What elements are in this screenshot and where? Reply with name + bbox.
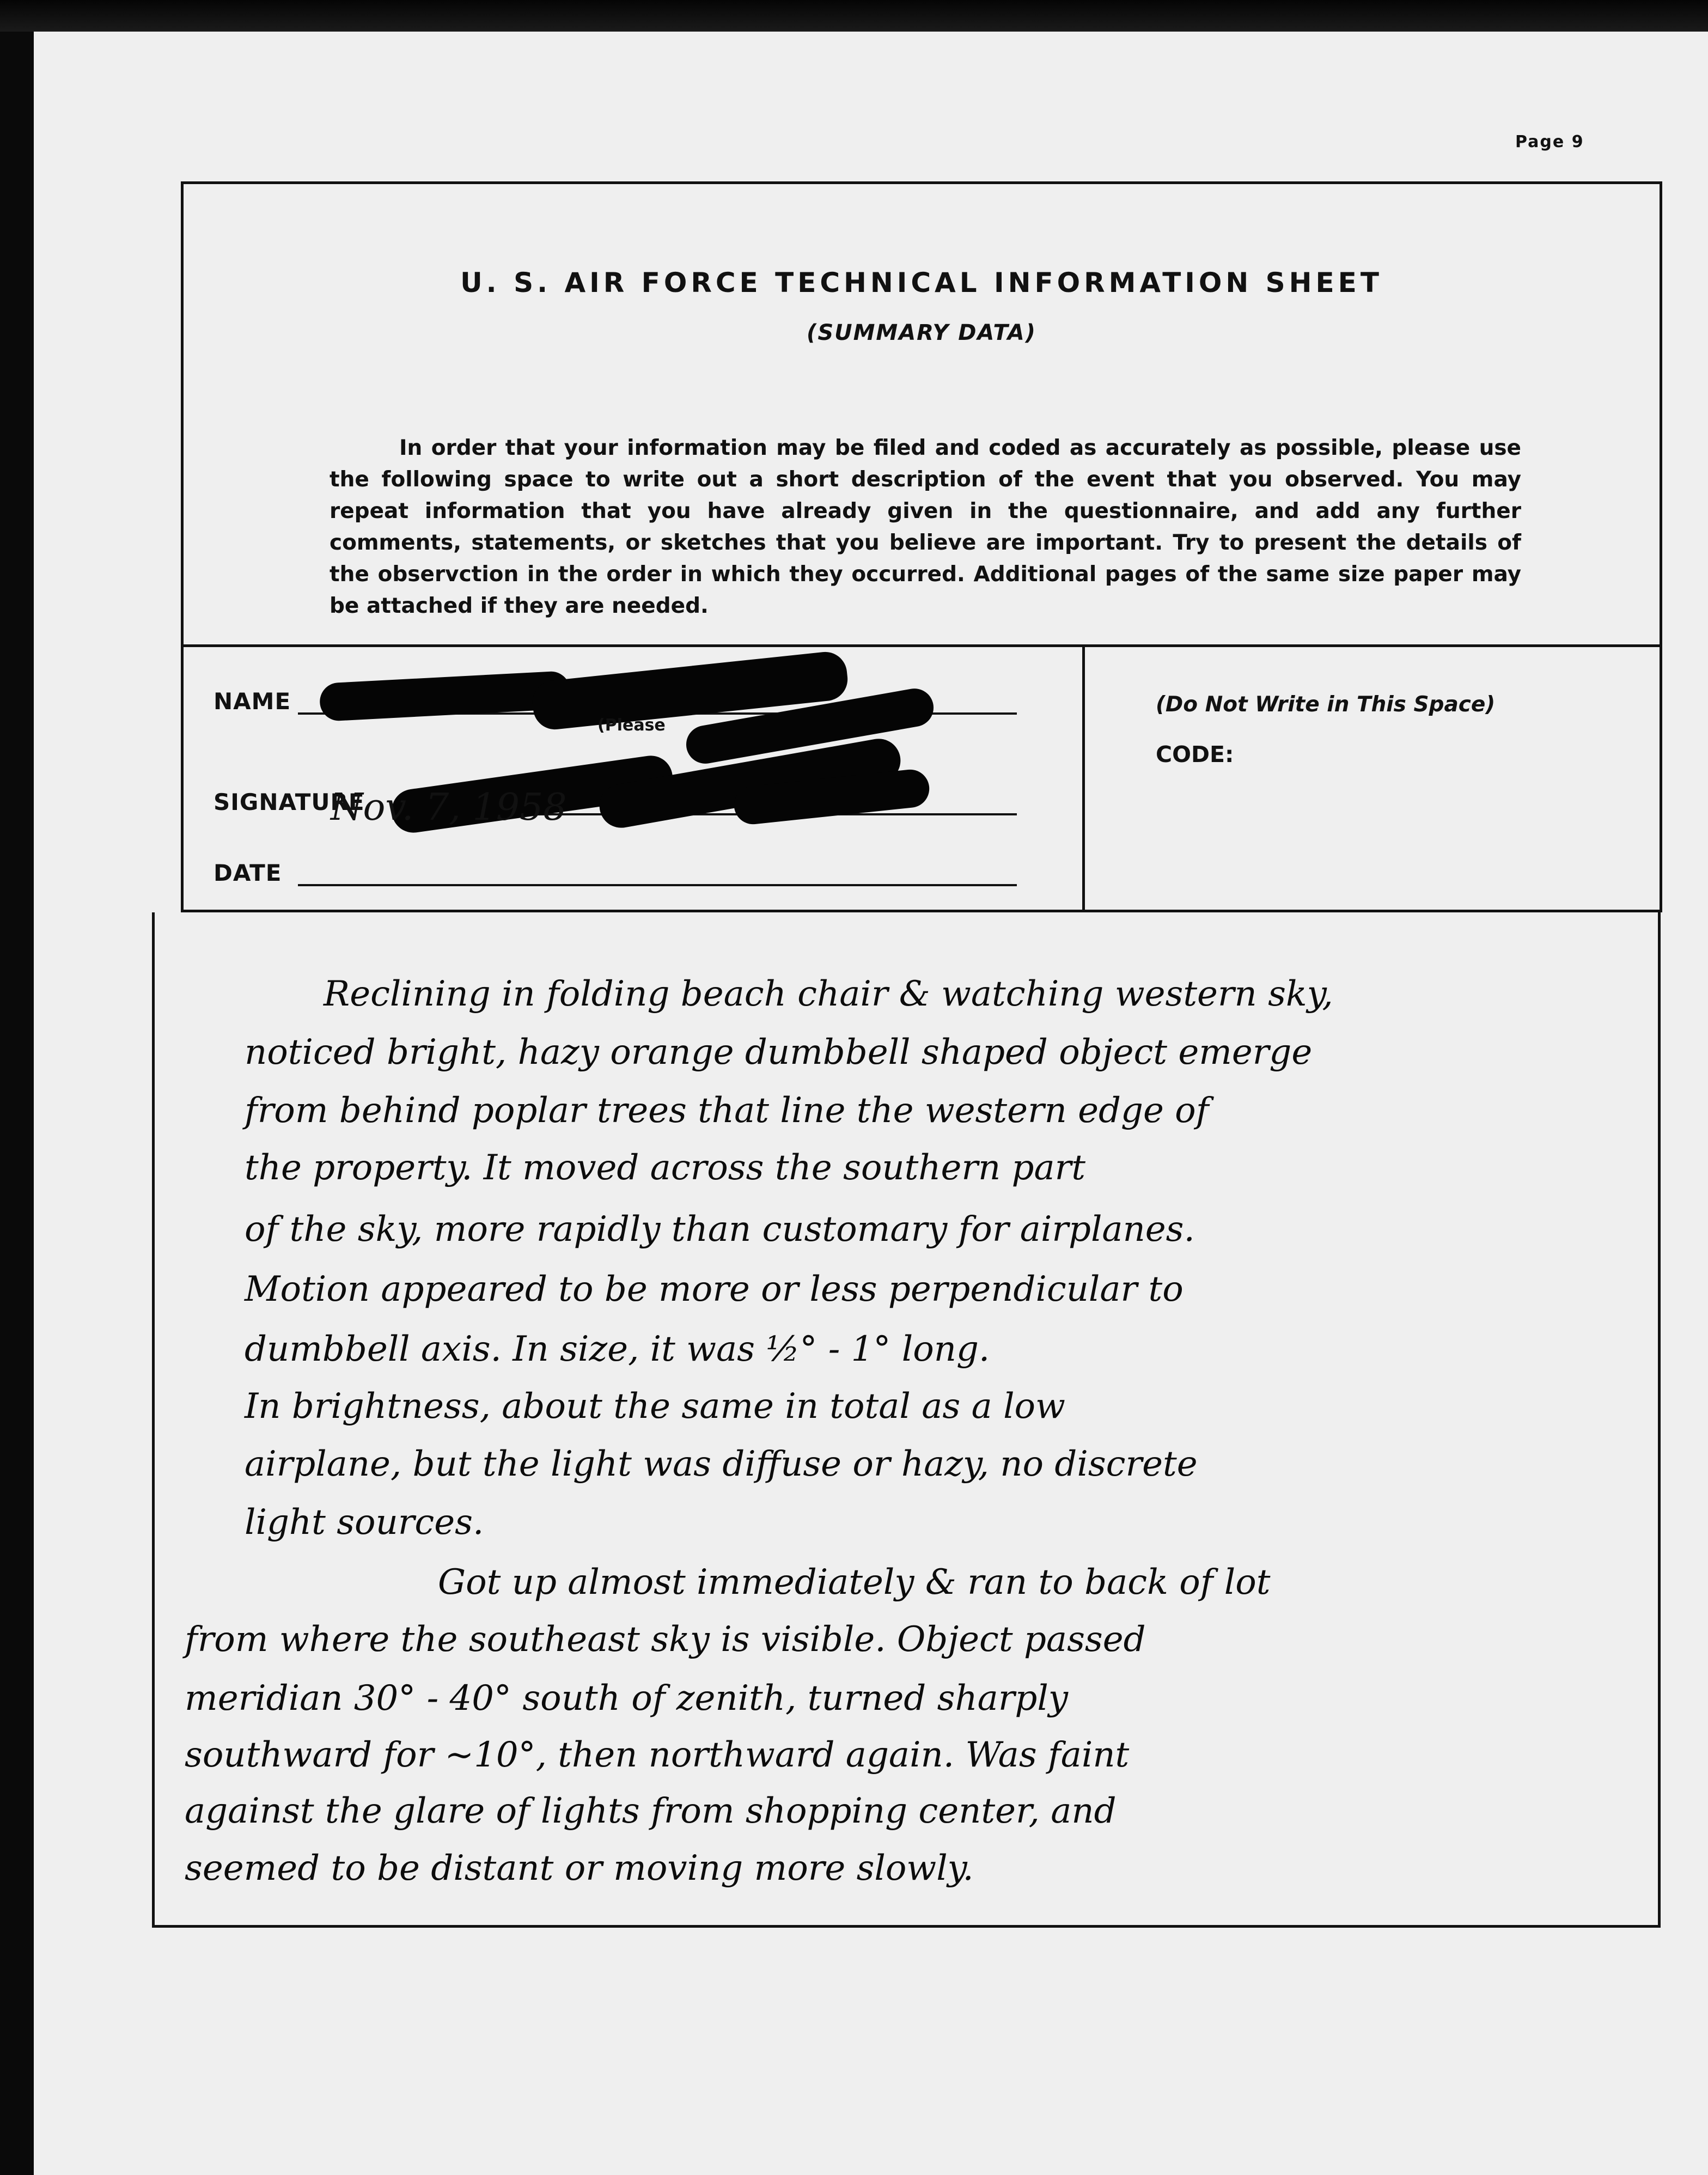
handwritten-line: from behind poplar trees that line the western edge of bbox=[245, 1090, 1209, 1131]
date-field-line bbox=[298, 884, 1017, 886]
handwritten-line: Got up almost immediately & ran to back of lot bbox=[438, 1562, 1271, 1603]
handwritten-line: of the sky, more rapidly than customary for airplanes. bbox=[245, 1209, 1195, 1250]
vertical-divider bbox=[1082, 646, 1085, 910]
horizontal-divider bbox=[184, 644, 1660, 647]
form-header-box bbox=[181, 181, 1662, 912]
office-use-label: (Do Not Write in This Space) bbox=[1156, 692, 1496, 717]
scan-border bbox=[0, 0, 1708, 32]
handwritten-line: the property. It moved across the southern part bbox=[245, 1148, 1085, 1188]
handwritten-line: seemed to be distant or moving more slowly. bbox=[185, 1848, 974, 1888]
form-instructions: In order that your information may be filed and coded as accurately as possible, please use the following space to write out a short description of the event that you observed. You may repeat information that you have already given in the questionnaire, and add any further comments, statements, or sketches that you believe are important. Try to present the details of the observction in the order in which they occurred. Additional pages of the same size paper may be attached if they are needed. bbox=[330, 436, 1521, 618]
handwritten-line: light sources. bbox=[245, 1502, 484, 1543]
handwritten-line: southward for ~10°, then northward again. Was faint bbox=[185, 1735, 1130, 1775]
date-label: DATE bbox=[213, 860, 282, 886]
form-title: U. S. AIR FORCE TECHNICAL INFORMATION SHEET bbox=[460, 267, 1383, 298]
handwritten-line: against the glare of lights from shopping center, and bbox=[185, 1791, 1117, 1831]
handwritten-line: noticed bright, hazy orange dumbbell shaped object emerge bbox=[245, 1032, 1313, 1073]
date-value: Nov. 7, 1958 bbox=[331, 786, 567, 829]
name-label: NAME bbox=[213, 688, 291, 715]
document-page bbox=[34, 32, 1708, 2175]
narrative-box bbox=[152, 912, 1661, 1928]
handwritten-line: dumbbell axis. In size, it was ½° - 1° long. bbox=[245, 1329, 990, 1369]
handwritten-line: meridian 30° - 40° south of zenith, turned sharply bbox=[185, 1678, 1068, 1719]
signature-label: SIGNATURE bbox=[213, 789, 365, 815]
handwritten-line: Reclining in folding beach chair & watching western sky, bbox=[324, 974, 1333, 1014]
handwritten-line: airplane, but the light was diffuse or hazy, no discrete bbox=[245, 1444, 1198, 1484]
handwritten-line: In brightness, about the same in total as a low bbox=[245, 1386, 1065, 1427]
page-number: Page 9 bbox=[1515, 132, 1584, 151]
handwritten-line: from where the southeast sky is visible. Object passed bbox=[185, 1619, 1146, 1660]
code-label: CODE: bbox=[1156, 741, 1234, 767]
handwritten-line: Motion appeared to be more or less perpendicular to bbox=[245, 1269, 1184, 1309]
name-hint: (Please bbox=[597, 716, 666, 735]
form-subtitle: (SUMMARY DATA) bbox=[807, 320, 1036, 345]
